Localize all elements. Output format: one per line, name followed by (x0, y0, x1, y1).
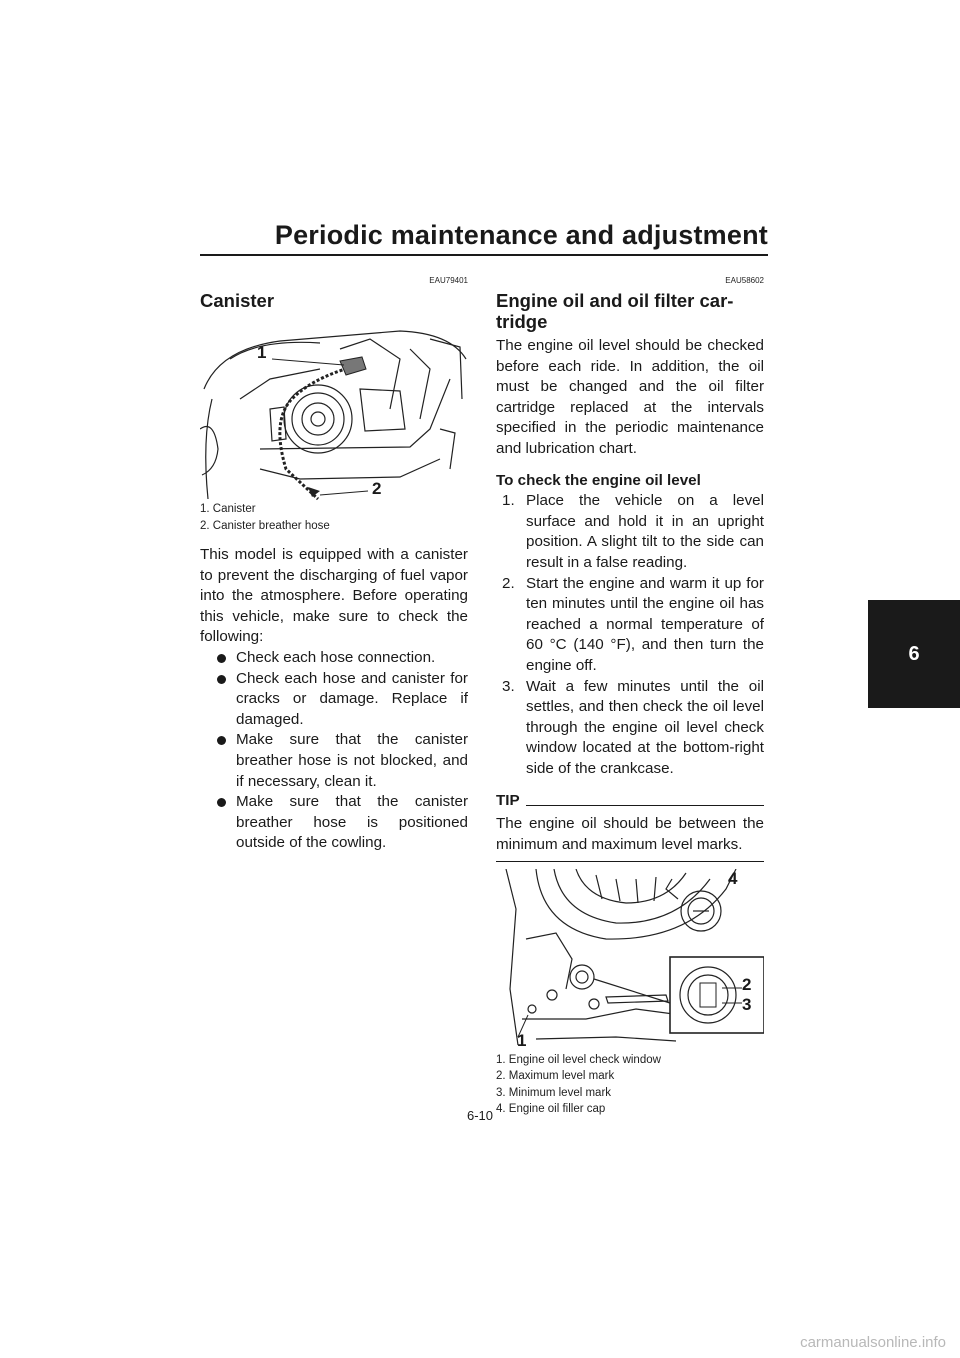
section-code: EAU79401 (429, 276, 468, 285)
bullet-icon (217, 675, 226, 684)
tip-text: The engine oil should be between the minimum and maximum level marks. (496, 815, 764, 854)
tip-end-rule (496, 861, 764, 862)
canister-illustration (200, 319, 468, 501)
figure-caption: 1. Engine oil level check window (496, 1053, 661, 1066)
oil-level-illustration (496, 869, 764, 1049)
list-item: Make sure that the canister breather hose is not blocked, and if necessary, clean it. (200, 730, 468, 792)
page-title: Periodic maintenance and adjustment (274, 220, 768, 250)
section-code: EAU58602 (725, 276, 764, 285)
bullet-icon (217, 798, 226, 807)
tip-rule (526, 805, 764, 806)
bullet-icon (217, 654, 226, 663)
chapter-tab: 6 (868, 600, 960, 708)
engine-oil-section (496, 276, 764, 1118)
canister-section (200, 276, 468, 854)
bullet-icon (217, 736, 226, 745)
oil-level-figure (496, 869, 764, 1049)
canister-intro: This model is equipped with a canister to prevent the discharging of fuel vapor into the atmosphere. Before operating this vehicle, make sure to check the following: (200, 546, 468, 646)
figure-caption: 2. Canister breather hose (200, 519, 330, 532)
list-item: Check each hose connection. (200, 648, 468, 669)
header-rule (200, 254, 768, 256)
subheading: To check the engine oil level (496, 471, 701, 489)
tip-header (496, 793, 764, 809)
engine-oil-heading: Engine oil and oil filter car- tridge (496, 290, 734, 332)
figure-caption: 2. Maximum level mark (496, 1070, 615, 1083)
canister-heading: Canister (200, 290, 275, 311)
list-item: 2. Start the engine and warm it up for ten minutes until the engine oil has reached a normal temperature of 60 °C (140 °F), and then turn the engine off. (502, 574, 764, 674)
callout-3: 3 (742, 994, 752, 1014)
figure-caption: 3. Minimum level mark (496, 1086, 612, 1099)
figure-caption: 4. Engine oil filler cap (496, 1103, 606, 1116)
callout-1: 1 (257, 343, 267, 362)
list-item: 3. Wait a few minutes until the oil settles, and then check the oil level through the engine oil level check window located at the bottom-right side of the crankcase. (502, 677, 764, 777)
tip-label: TIP (496, 792, 520, 810)
list-item: Make sure that the canister breather hose is positioned outside of the cowling. (200, 792, 468, 854)
callout-2: 2 (742, 974, 752, 994)
list-item: Check each hose and canister for cracks or damage. Replace if damaged. (200, 669, 468, 731)
callout-4: 4 (728, 868, 738, 888)
page-number: 6-10 (466, 1108, 494, 1123)
engine-oil-intro: The engine oil level should be checked before each ride. In addition, the oil must be changed and the oil filter cartridge replaced at the intervals specified in the periodic maintenance and lubrication chart. (496, 337, 764, 457)
watermark: carmanualsonline.info (800, 1334, 946, 1351)
list-item: 1. Place the vehicle on a level surface and hold it in an upright position. A slight tilt to the side can result in a false reading. (502, 492, 764, 571)
oil-check-steps (496, 491, 764, 779)
callout-1: 1 (517, 1030, 527, 1050)
figure-caption: 1. Canister (200, 503, 256, 515)
callout-2: 2 (372, 479, 382, 498)
canister-figure (200, 319, 468, 501)
canister-checklist (200, 648, 468, 854)
